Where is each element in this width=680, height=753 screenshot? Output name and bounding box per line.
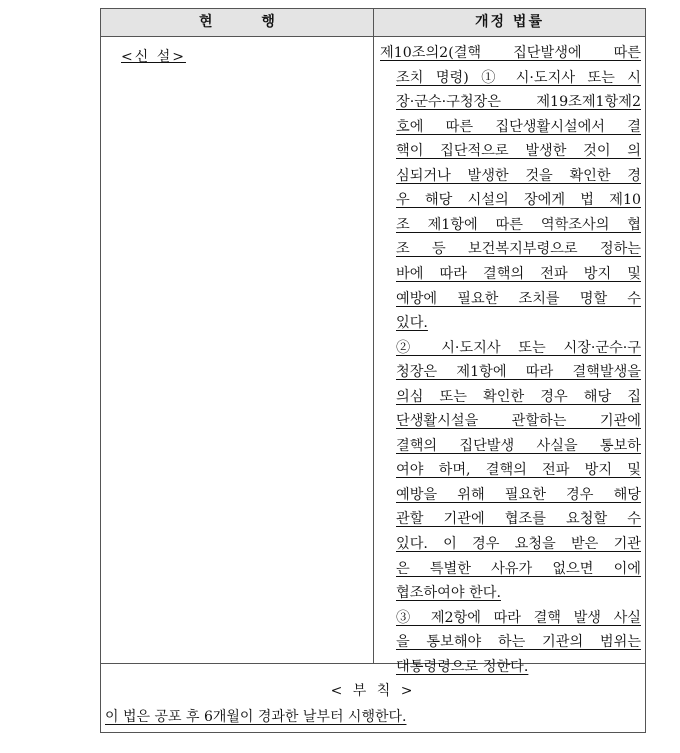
amended-text-line: 대통령령으로 정한다. <box>396 658 529 675</box>
supplementary-provisions <box>101 664 645 732</box>
amended-text-line: 예방에 필요한 조치를 명할 수 <box>396 290 641 307</box>
supplementary-text: 이 법은 공포 후 6개월이 경과한 날부터 시행한다. <box>105 709 407 725</box>
amended-text-line: 있다. <box>396 315 428 332</box>
header-amended: 개정 법률 <box>475 14 544 30</box>
amended-text-line: 은 특별한 사유가 없으면 이에 <box>396 560 641 577</box>
amended-text-line: 우 해당 시설의 장에게 법 제10 <box>396 192 641 209</box>
amended-text-line: 바에 따라 결핵의 전파 방지 및 <box>396 265 641 282</box>
amended-text-line: 장·군수·구청장은 제19조제1항제2 <box>396 94 641 111</box>
amended-text-line: 협조하여야 한다. <box>396 585 501 602</box>
amended-text-line: ② 시·도지사 또는 시장·군수·구 <box>396 339 641 356</box>
amended-text-line: 조치 명령) ① 시·도지사 또는 시 <box>396 69 641 86</box>
comparison-table <box>100 8 646 733</box>
amended-text-line: 조 등 보건복지부령으로 정하는 <box>396 241 641 258</box>
supplementary-title: < 부 칙 > <box>330 683 416 699</box>
amended-text-line: 예방을 위해 필요한 경우 해당 <box>396 486 641 503</box>
amended-text-line: 을 통보해야 하는 기관의 범위는 <box>396 634 641 651</box>
amended-text-line: 있다. 이 경우 요청을 받은 기관 <box>396 536 641 552</box>
amended-text-line: 여야 하며, 결핵의 전파 방지 및 <box>396 462 641 479</box>
amended-text-line: 관할 기관에 협조를 요청할 수 <box>396 511 641 528</box>
amended-text-line: 호에 따른 집단생활시설에서 결 <box>396 118 641 135</box>
amended-cell <box>374 37 645 675</box>
amended-text-line: 심되거나 발생한 것을 확인한 경 <box>396 167 641 184</box>
amended-text-line: ③ 제2항에 따라 결핵 발생 사실 <box>396 609 641 626</box>
new-provision-mark: <신 설> <box>121 49 186 65</box>
amended-text-line: 핵이 집단적으로 발생한 것이 의 <box>396 143 641 160</box>
amended-text-line: 청장은 제1항에 따라 결핵발생을 <box>396 364 641 381</box>
amended-text-line: 단생활시설을 관할하는 기관에 <box>396 413 641 430</box>
header-current: 현 행 <box>199 14 297 30</box>
amended-text-line: 결핵의 집단발생 사실을 통보하 <box>396 437 641 454</box>
amended-text-line: 조 제1항에 따른 역학조사의 협 <box>396 216 641 233</box>
amended-text-line: 제10조의2(결핵 집단발생에 따른 <box>380 45 641 61</box>
amended-text-line: 의심 또는 확인한 경우 해당 집 <box>396 388 641 405</box>
